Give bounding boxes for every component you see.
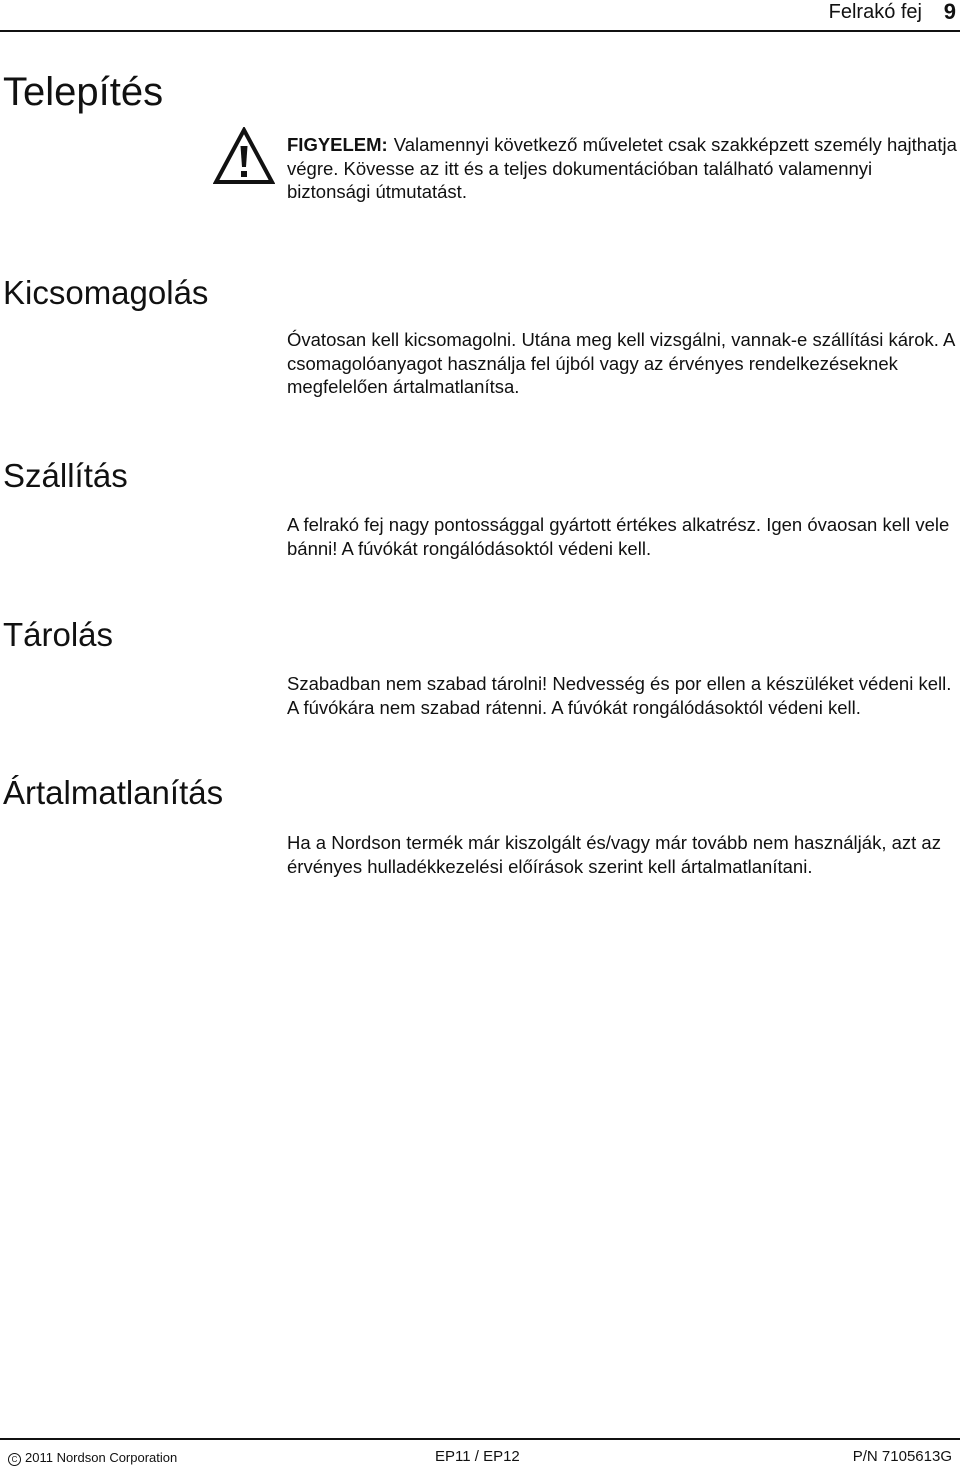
warning-triangle-icon (213, 127, 275, 185)
footer-model: EP11 / EP12 (435, 1448, 520, 1465)
section-text-szallitas: A felrakó fej nagy pontossággal gyártott értékes alkatrész. Igen óvaosan kell vele bánni! A fúvókát rongálódásoktól védeni kell. (287, 514, 950, 559)
section-heading-szallitas: Szállítás (3, 457, 128, 494)
copyright-text: 2011 Nordson Corporation (25, 1450, 178, 1465)
section-text-artalmatlanitas: Ha a Nordson termék már kiszolgált és/vagy már tovább nem használják, azt az érvényes hulladékkezelési előírások szerint kell ártalmatlanítani. (287, 832, 941, 877)
warning-body: Valamennyi következő műveletet csak szakképzett személy hajthatja végre. Kövesse az itt és a teljes dokumentációban található valamennyi biztonsági útmutatást. (287, 134, 957, 202)
section-text-kicsomagolas: Óvatosan kell kicsomagolni. Utána meg kell vizsgálni, vannak-e szállítási károk. A csomagolóanyagot használja fel újból vagy az érvényes rendelkezéseknek megfelelően ártalmatlanítsa. (287, 329, 955, 397)
footer-part-number: P/N 7105613G (852, 1448, 952, 1465)
warning-label: FIGYELEM: (287, 134, 388, 155)
warning-text (287, 133, 957, 204)
section-heading-artalmatlanitas: Ártalmatlanítás (3, 774, 224, 811)
section-heading-tarolas: Tárolás (3, 616, 114, 653)
page-title: Telepítés (3, 70, 164, 114)
page-header (0, 0, 960, 32)
section-heading-kicsomagolas: Kicsomagolás (3, 274, 209, 311)
footer-copyright (8, 1450, 177, 1466)
header-title: Felrakó fej (828, 1, 922, 23)
copyright-icon: C (8, 1453, 21, 1466)
page-footer (0, 1438, 960, 1467)
page-number: 9 (943, 0, 956, 24)
section-text-tarolas: Szabadban nem szabad tárolni! Nedvesség és por ellen a készüléket védeni kell. A fúvókára nem szabad rátenni. A fúvókát rongálódásoktól védeni kell. (287, 673, 952, 718)
